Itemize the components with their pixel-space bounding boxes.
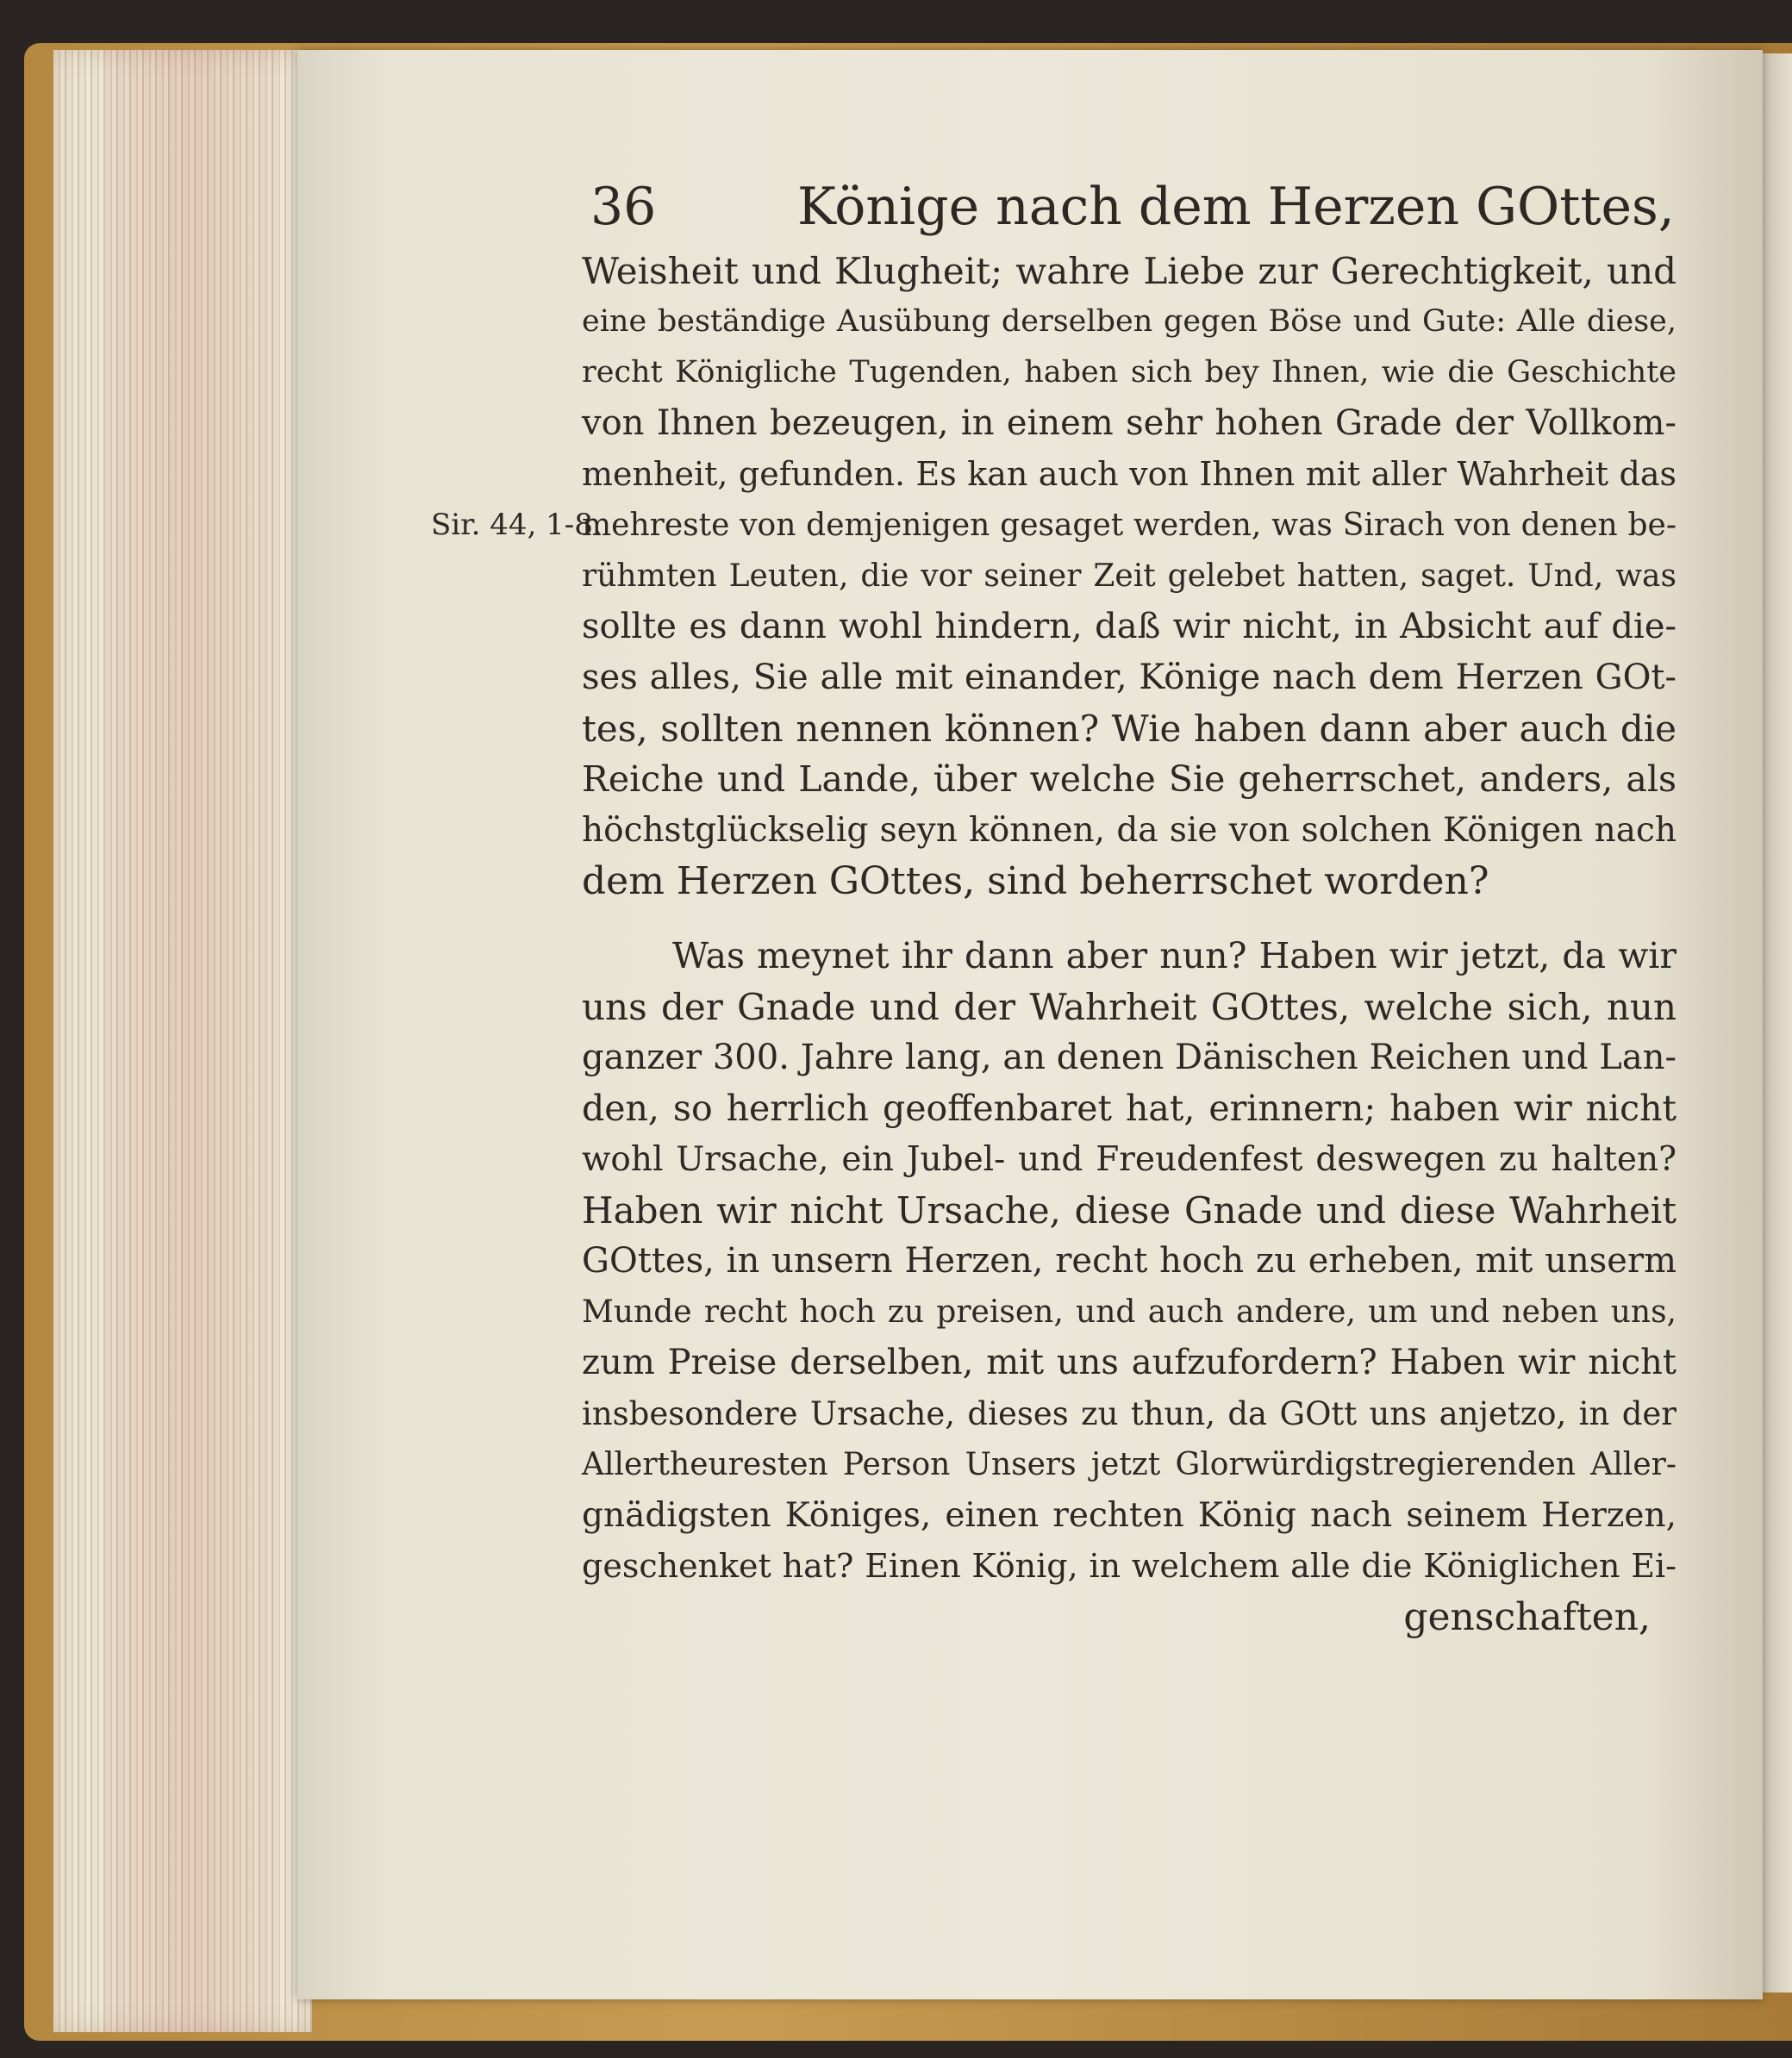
text-line: recht Königliche Tugenden, haben sich bey Ihnen, wie die Geschichte [582, 355, 1676, 390]
text-line: ganzer 300. Jahre lang, an denen Dänischen Reichen und Lan- [582, 1038, 1676, 1077]
text-line: Reiche und Lande, über welche Sie geherrschet, anders, als [582, 758, 1676, 800]
text-line: zum Preise derselben, mit uns aufzufordern? Haben wir nicht [582, 1343, 1676, 1382]
text-line: gnädigsten Königes, einen rechten König nach seinem Herzen, [582, 1496, 1676, 1535]
text-line: Haben wir nicht Ursache, diese Gnade und diese Wahrheit [582, 1189, 1676, 1232]
catchword: genschaften, [1403, 1595, 1651, 1639]
text-line: eine beständige Ausübung derselben gegen Böse und Gute: Alle diese, [582, 304, 1676, 339]
paragraph-gap [582, 907, 1676, 931]
text-line: sollte es dann wohl hindern, daß wir nicht, in Absicht auf die- [582, 607, 1676, 646]
text-line: höchstglückselig seyn können, da sie von solchen Königen nach [582, 811, 1676, 850]
text-line: von Ihnen bezeugen, in einem sehr hohen Grade der Vollkom- [582, 403, 1676, 443]
text-line: mehreste von demjenigen gesaget werden, was Sirach von denen be- [582, 508, 1676, 543]
text-line: insbesondere Ursache, dieses zu thun, da GOtt uns anjetzo, in der [582, 1395, 1676, 1432]
paragraph-1 [431, 246, 1676, 907]
text-line: uns der Gnade und der Wahrheit GOttes, welche sich, nun [582, 986, 1676, 1028]
text-line: Munde recht hoch zu preisen, und auch andere, um und neben uns, [582, 1294, 1676, 1330]
text-line: rühmten Leuten, die vor seiner Zeit gelebet hatten, saget. Und, was [582, 558, 1676, 594]
text-line: Allertheuresten Person Unsers jetzt Glorwürdigstregierenden Aller- [582, 1447, 1676, 1482]
page-number: 36 [590, 177, 657, 237]
facing-page-edge [1758, 53, 1792, 1993]
text-line: dem Herzen GOttes, sind beherrschet worden? [582, 859, 1489, 903]
text-line: menheit, gefunden. Es kan auch von Ihnen mit aller Wahrheit das [582, 455, 1676, 493]
text-line: ses alles, Sie alle mit einander, Könige nach dem Herzen GOt- [582, 658, 1676, 697]
text-line: wohl Ursache, ein Jubel- und Freudenfest deswegen zu halten? [582, 1140, 1676, 1179]
page-edges [53, 50, 312, 2032]
paragraph-2 [582, 931, 1676, 1592]
page-header [582, 168, 1676, 246]
text-line: geschenket hat? Einen König, in welchem alle die Königlichen Ei- [582, 1547, 1676, 1585]
text-line: den, so herrlich geoffenbaret hat, erinnern; haben wir nicht [582, 1088, 1676, 1129]
text-line: tes, sollten nennen können? Wie haben dann aber auch die [582, 708, 1676, 750]
text-line: GOttes, in unsern Herzen, recht hoch zu erheben, mit unserm [582, 1241, 1676, 1281]
text-line: Was meynet ihr dann aber nun? Haben wir jetzt, da wir [672, 935, 1676, 976]
running-title: Könige nach dem Herzen GOttes, [797, 177, 1675, 237]
margin-note: Sir. 44, 1-8. [431, 508, 603, 542]
text-block [431, 168, 1676, 1643]
text-line: Weisheit und Klugheit; wahre Liebe zur Gerechtigkeit, und [582, 250, 1676, 292]
